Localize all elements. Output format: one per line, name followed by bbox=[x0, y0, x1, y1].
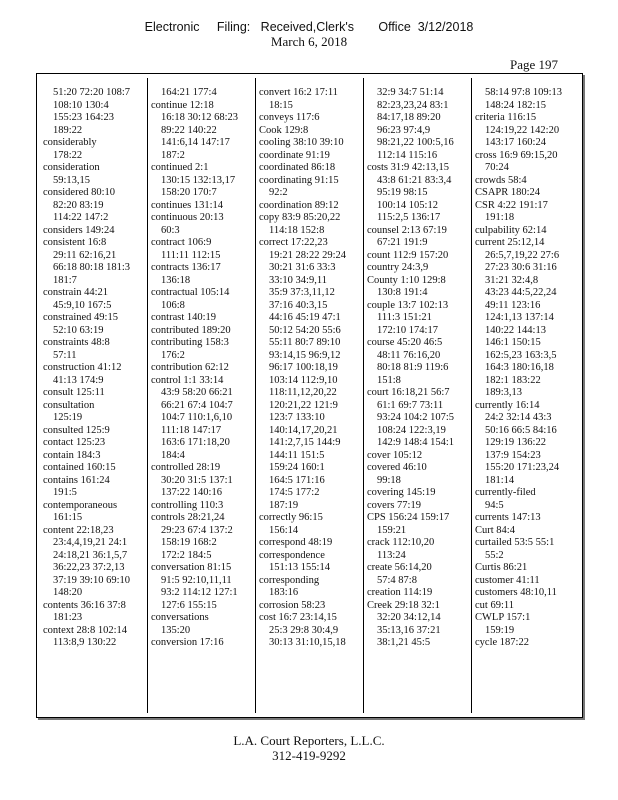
index-entry: constrain 44:21 bbox=[43, 287, 109, 298]
index-entry: controlling 110:3 bbox=[151, 499, 224, 511]
index-entry-continuation: 106:8 bbox=[161, 299, 185, 311]
index-entry-continuation: 31:21 32:4,8 bbox=[485, 274, 539, 286]
index-entry-continuation: 172:10 174:17 bbox=[377, 324, 438, 336]
index-entry-continuation: 18:15 bbox=[269, 99, 293, 111]
index-entry-continuation: 99:18 bbox=[377, 474, 401, 486]
index-entry-continuation: 176:2 bbox=[161, 349, 185, 361]
index-entry-continuation: 50:12 54:20 55:6 bbox=[269, 324, 341, 336]
index-entry-continuation: 151:13 155:14 bbox=[269, 562, 330, 573]
index-entry: correctly 96:15 bbox=[259, 512, 323, 523]
index-entry: considerably bbox=[43, 137, 97, 148]
filing-date: March 6, 2018 bbox=[270, 34, 348, 49]
index-entry: consistent 16:8 bbox=[43, 237, 107, 248]
index-entry: consultation bbox=[43, 399, 95, 411]
index-entry: considers 149:24 bbox=[43, 224, 115, 236]
index-entry: culpability 62:14 bbox=[475, 224, 547, 236]
index-entry-continuation: 191:5 bbox=[53, 487, 77, 498]
index-entry-continuation: 111:18 147:17 bbox=[161, 424, 222, 436]
index-entry-continuation: 140:14,17,20,21 bbox=[269, 424, 338, 436]
index-entry-continuation: 114:22 147:2 bbox=[53, 212, 109, 223]
index-entry-continuation: 136:18 bbox=[161, 274, 191, 286]
index-entry: cycle 187:22 bbox=[475, 637, 529, 648]
index-entry: covering 145:19 bbox=[367, 487, 436, 498]
index-entry: coordinating 91:15 bbox=[259, 174, 339, 186]
index-entry: Creek 29:18 32:1 bbox=[367, 599, 440, 611]
index-entry: continues 131:14 bbox=[151, 199, 224, 211]
index-entry: conversation 81:15 bbox=[151, 562, 232, 573]
index-entry-continuation: 187:19 bbox=[269, 499, 299, 511]
index-entry-continuation: 182:1 183:22 bbox=[485, 374, 541, 386]
index-entry-continuation: 61:1 69:7 73:11 bbox=[377, 399, 444, 411]
index-entry: contain 184:3 bbox=[43, 449, 101, 461]
index-entry: Cook 129:8 bbox=[259, 124, 309, 136]
index-entry-continuation: 32:9 34:7 51:14 bbox=[377, 87, 444, 98]
index-entry-continuation: 36:22,23 37:2,13 bbox=[53, 562, 125, 573]
index-entry: creation 114:19 bbox=[367, 587, 433, 598]
index-column bbox=[40, 78, 148, 713]
page-number: Page 197 bbox=[509, 57, 558, 72]
index-entry-continuation: 130:8 191:4 bbox=[377, 287, 428, 298]
index-entry-continuation: 43:8 61:21 83:3,4 bbox=[377, 174, 452, 186]
index-entry-continuation: 27:23 30:6 31:16 bbox=[485, 262, 557, 273]
index-entry-continuation: 135:20 bbox=[161, 624, 191, 636]
index-entry-continuation: 66:21 67:4 104:7 bbox=[161, 399, 233, 411]
index-entry-continuation: 104:7 110:1,6,10 bbox=[161, 412, 233, 423]
index-entry: coordinated 86:18 bbox=[259, 162, 336, 173]
index-entry: create 56:14,20 bbox=[367, 562, 432, 573]
filing-stamp-line: Electronic Filing: Received,Clerk's Office 3/12/2018 bbox=[144, 20, 474, 34]
index-entry-continuation: 125:19 bbox=[53, 412, 83, 423]
index-entry-continuation: 148:20 bbox=[53, 587, 83, 598]
index-entry: County 1:10 129:8 bbox=[367, 274, 446, 286]
index-entry: controlled 28:19 bbox=[151, 462, 221, 473]
index-entry: current 25:12,14 bbox=[475, 237, 545, 248]
index-entry: convert 16:2 17:11 bbox=[259, 87, 338, 98]
index-entry: coordinate 91:19 bbox=[259, 149, 330, 161]
index-entry-continuation: 55:2 bbox=[485, 549, 504, 561]
index-entry-continuation: 181:7 bbox=[53, 274, 77, 286]
index-entry-continuation: 143:17 160:24 bbox=[485, 137, 546, 148]
index-entry: CWLP 157:1 bbox=[475, 612, 531, 623]
index-entry-continuation: 44:16 45:19 47:1 bbox=[269, 312, 341, 323]
index-entry: Curt 84:4 bbox=[475, 524, 515, 536]
index-entry: country 24:3,9 bbox=[367, 262, 429, 273]
index-entry: contrast 140:19 bbox=[151, 312, 217, 323]
index-entry: CSR 4:22 191:17 bbox=[475, 199, 548, 211]
index-entry: crack 112:10,20 bbox=[367, 537, 435, 548]
index-entry: considered 80:10 bbox=[43, 187, 116, 198]
index-entry-continuation: 159:21 bbox=[377, 524, 407, 536]
index-entry-continuation: 35:13,16 37:21 bbox=[377, 624, 441, 636]
reporter-phone: 312-419-9292 bbox=[272, 748, 346, 763]
index-entry: correct 17:22,23 bbox=[259, 237, 328, 248]
index-entry: contributed 189:20 bbox=[151, 324, 231, 336]
index-entry-continuation: 23:4,4,19,21 24:1 bbox=[53, 537, 128, 548]
index-entry: customers 48:10,11 bbox=[475, 587, 557, 598]
index-entry-continuation: 172:2 184:5 bbox=[161, 549, 212, 561]
index-entry: counsel 2:13 67:19 bbox=[367, 224, 447, 236]
index-entry-continuation: 144:11 151:5 bbox=[269, 449, 325, 461]
index-entry-continuation: 161:15 bbox=[53, 512, 83, 523]
index-entry-continuation: 89:22 140:22 bbox=[161, 124, 217, 136]
index-entry-continuation: 112:14 115:16 bbox=[377, 149, 438, 161]
index-entry: corresponding bbox=[259, 574, 320, 586]
index-entry-continuation: 82:20 83:19 bbox=[53, 199, 104, 211]
index-entry-continuation: 148:24 182:15 bbox=[485, 99, 546, 111]
index-entry: cut 69:11 bbox=[475, 599, 514, 611]
index-entry-continuation: 113:8,9 130:22 bbox=[53, 637, 117, 648]
index-entry-continuation: 164:21 177:4 bbox=[161, 87, 217, 98]
index-entry-continuation: 35:9 37:3,11,12 bbox=[269, 287, 335, 298]
index-entry-continuation: 16:18 30:12 68:23 bbox=[161, 112, 239, 123]
index-entry: contributing 158:3 bbox=[151, 337, 229, 348]
index-entry-continuation: 43:9 58:20 66:21 bbox=[161, 387, 233, 398]
index-entry-continuation: 127:6 155:15 bbox=[161, 599, 217, 611]
index-entry-continuation: 80:18 81:9 119:6 bbox=[377, 362, 449, 373]
reporter-name: L.A. Court Reporters, L.L.C. bbox=[233, 733, 385, 748]
index-entry: contained 160:15 bbox=[43, 462, 116, 473]
filing-stamp bbox=[0, 20, 618, 49]
index-entry: constraints 48:8 bbox=[43, 337, 110, 348]
index-entry: construction 41:12 bbox=[43, 362, 122, 373]
index-entry: couple 13:7 102:13 bbox=[367, 299, 449, 311]
index-entry: covered 46:10 bbox=[367, 462, 427, 473]
index-entry-continuation: 49:11 123:16 bbox=[485, 299, 541, 311]
index-entry-continuation: 41:13 174:9 bbox=[53, 374, 104, 386]
index-entry-continuation: 24:2 32:14 43:3 bbox=[485, 412, 552, 423]
index-entry-continuation: 141:6,14 147:17 bbox=[161, 137, 230, 148]
index-entry: contracts 136:17 bbox=[151, 262, 221, 273]
index-entry: constrained 49:15 bbox=[43, 312, 118, 323]
index-entry-continuation: 146:1 150:15 bbox=[485, 337, 541, 348]
index-entry-continuation: 108:24 122:3,19 bbox=[377, 424, 446, 436]
index-entry: cross 16:9 69:15,20 bbox=[475, 149, 558, 161]
index-entry-continuation: 26:5,7,19,22 27:6 bbox=[485, 249, 560, 261]
index-entry-continuation: 33:10 34:9,11 bbox=[269, 274, 327, 286]
index-entry-continuation: 43:23 44:5,22,24 bbox=[485, 287, 557, 298]
index-entry: contents 36:16 37:8 bbox=[43, 599, 126, 611]
index-entry-continuation: 93:24 104:2 107:5 bbox=[377, 412, 455, 423]
index-entry-continuation: 94:5 bbox=[485, 499, 504, 511]
index-entry: conversations bbox=[151, 612, 209, 623]
index-entry-continuation: 30:21 31:6 33:3 bbox=[269, 262, 336, 273]
index-entry: currently-filed bbox=[475, 487, 536, 498]
index-entry-continuation: 48:11 76:16,20 bbox=[377, 349, 441, 361]
index-entry-continuation: 92:2 bbox=[269, 187, 288, 198]
index-entry-continuation: 140:22 144:13 bbox=[485, 324, 546, 336]
index-entry-continuation: 184:4 bbox=[161, 449, 185, 461]
index-entry: cooling 38:10 39:10 bbox=[259, 137, 344, 148]
index-column bbox=[256, 78, 364, 713]
index-entry-continuation: 164:5 171:16 bbox=[269, 474, 325, 486]
index-entry: crowds 58:4 bbox=[475, 174, 527, 186]
index-entry: context 28:8 102:14 bbox=[43, 624, 127, 636]
index-entry-continuation: 159:24 160:1 bbox=[269, 462, 325, 473]
index-entry-continuation: 137:22 140:16 bbox=[161, 487, 222, 498]
index-entry: correspondence bbox=[259, 549, 325, 561]
index-entry: currently 16:14 bbox=[475, 399, 540, 411]
index-entry-continuation: 57:4 87:8 bbox=[377, 574, 417, 586]
index-entry-continuation: 124:1,13 137:14 bbox=[485, 312, 554, 323]
index-entry-continuation: 103:14 112:9,10 bbox=[269, 374, 338, 386]
index-entry: contract 106:9 bbox=[151, 237, 212, 248]
index-entry: consult 125:11 bbox=[43, 387, 105, 398]
index-entry: CSAPR 180:24 bbox=[475, 187, 541, 198]
index-entry: correspond 48:19 bbox=[259, 537, 333, 548]
index-entry-continuation: 174:5 177:2 bbox=[269, 487, 320, 498]
index-entry-continuation: 156:14 bbox=[269, 524, 299, 536]
index-entry-continuation: 115:2,5 136:17 bbox=[377, 212, 441, 223]
index-page bbox=[36, 73, 583, 718]
index-entry: corrosion 58:23 bbox=[259, 599, 326, 611]
index-entry: continuous 20:13 bbox=[151, 212, 224, 223]
index-entry-continuation: 189:3,13 bbox=[485, 387, 523, 398]
index-entry-continuation: 51:20 72:20 108:7 bbox=[53, 87, 131, 98]
index-entry-continuation: 60:3 bbox=[161, 224, 180, 236]
index-entry-continuation: 129:19 136:22 bbox=[485, 437, 546, 448]
index-entry-continuation: 38:1,21 45:5 bbox=[377, 637, 431, 648]
index-entry-continuation: 191:18 bbox=[485, 212, 515, 223]
index-entry-continuation: 24:18,21 36:1,5,7 bbox=[53, 549, 128, 561]
index-entry: continue 12:18 bbox=[151, 99, 214, 111]
index-entry-continuation: 96:17 100:18,19 bbox=[269, 362, 338, 373]
index-columns bbox=[40, 78, 579, 713]
index-entry-continuation: 100:14 105:12 bbox=[377, 199, 438, 211]
index-entry: control 1:1 33:14 bbox=[151, 374, 224, 386]
index-entry-continuation: 50:16 66:5 84:16 bbox=[485, 424, 557, 436]
index-entry-continuation: 162:5,23 163:3,5 bbox=[485, 349, 557, 361]
index-entry: currents 147:13 bbox=[475, 512, 541, 523]
index-entry-continuation: 30:13 31:10,15,18 bbox=[269, 637, 346, 648]
index-entry: CPS 156:24 159:17 bbox=[367, 512, 450, 523]
index-entry-continuation: 181:23 bbox=[53, 612, 83, 623]
index-entry: content 22:18,23 bbox=[43, 524, 114, 536]
index-entry-continuation: 123:7 133:10 bbox=[269, 412, 325, 423]
index-entry: consulted 125:9 bbox=[43, 424, 110, 436]
index-entry-continuation: 187:2 bbox=[161, 149, 185, 161]
index-entry-continuation: 155:20 171:23,24 bbox=[485, 462, 560, 473]
index-entry: contribution 62:12 bbox=[151, 362, 229, 373]
index-entry-continuation: 98:21,22 100:5,16 bbox=[377, 137, 454, 148]
index-entry-continuation: 155:23 164:23 bbox=[53, 112, 114, 123]
index-entry-continuation: 113:24 bbox=[377, 549, 406, 561]
index-entry-continuation: 108:10 130:4 bbox=[53, 99, 109, 111]
index-column bbox=[148, 78, 256, 713]
index-entry-continuation: 118:11,12,20,22 bbox=[269, 387, 337, 398]
index-entry-continuation: 57:11 bbox=[53, 349, 77, 361]
index-entry-continuation: 93:14,15 96:9,12 bbox=[269, 349, 341, 361]
index-entry-continuation: 52:10 63:19 bbox=[53, 324, 104, 336]
index-entry: contemporaneous bbox=[43, 499, 118, 511]
index-entry-continuation: 19:21 28:22 29:24 bbox=[269, 249, 347, 261]
index-entry-continuation: 84:17,18 89:20 bbox=[377, 112, 441, 123]
index-entry-continuation: 29:23 67:4 137:2 bbox=[161, 524, 233, 536]
index-entry-continuation: 158:19 168:2 bbox=[161, 537, 217, 548]
index-entry-continuation: 181:14 bbox=[485, 474, 515, 486]
index-entry-continuation: 95:19 98:15 bbox=[377, 187, 428, 198]
index-entry-continuation: 37:16 40:3,15 bbox=[269, 299, 328, 311]
index-entry: court 16:18,21 56:7 bbox=[367, 387, 450, 398]
index-entry-continuation: 164:3 180:16,18 bbox=[485, 362, 554, 373]
index-column bbox=[472, 78, 579, 713]
index-entry: curtailed 53:5 55:1 bbox=[475, 537, 555, 548]
index-entry: copy 83:9 85:20,22 bbox=[259, 212, 341, 223]
index-entry-continuation: 189:22 bbox=[53, 124, 83, 136]
index-entry: controls 28:21,24 bbox=[151, 512, 225, 523]
index-column bbox=[364, 78, 472, 713]
index-entry: covers 77:19 bbox=[367, 499, 421, 511]
index-entry: contractual 105:14 bbox=[151, 287, 230, 298]
index-entry-continuation: 159:19 bbox=[485, 624, 515, 636]
index-entry-continuation: 66:18 80:18 181:3 bbox=[53, 262, 131, 273]
index-entry-continuation: 91:5 92:10,11,11 bbox=[161, 574, 232, 586]
index-entry-continuation: 120:21,22 121:9 bbox=[269, 399, 338, 411]
index-entry-continuation: 29:11 62:16,21 bbox=[53, 249, 117, 261]
index-entry-continuation: 183:16 bbox=[269, 587, 299, 598]
index-entry-continuation: 25:3 29:8 30:4,9 bbox=[269, 624, 339, 636]
index-entry: customer 41:11 bbox=[475, 574, 540, 586]
index-entry-continuation: 30:20 31:5 137:1 bbox=[161, 474, 233, 486]
index-entry-continuation: 111:3 151:21 bbox=[377, 312, 432, 323]
index-entry-continuation: 111:11 112:15 bbox=[161, 249, 221, 261]
index-entry-continuation: 163:6 171:18,20 bbox=[161, 437, 230, 448]
index-entry: continued 2:1 bbox=[151, 162, 209, 173]
index-entry-continuation: 58:14 97:8 109:13 bbox=[485, 87, 563, 98]
index-entry: costs 31:9 42:13,15 bbox=[367, 162, 449, 173]
index-entry-continuation: 114:18 152:8 bbox=[269, 224, 325, 236]
index-entry-continuation: 137:9 154:23 bbox=[485, 449, 541, 461]
index-entry-continuation: 124:19,22 142:20 bbox=[485, 124, 560, 136]
index-entry: contains 161:24 bbox=[43, 474, 110, 486]
index-entry: conveys 117:6 bbox=[259, 112, 320, 123]
index-entry-continuation: 151:8 bbox=[377, 374, 401, 386]
index-entry: conversion 17:16 bbox=[151, 637, 224, 648]
index-entry: cost 16:7 23:14,15 bbox=[259, 612, 337, 623]
index-entry-continuation: 70:24 bbox=[485, 162, 509, 173]
index-entry: contact 125:23 bbox=[43, 437, 106, 448]
index-entry-continuation: 32:20 34:12,14 bbox=[377, 612, 441, 623]
index-entry: coordination 89:12 bbox=[259, 199, 339, 211]
index-entry-continuation: 93:2 114:12 127:1 bbox=[161, 587, 238, 598]
index-entry: count 112:9 157:20 bbox=[367, 249, 449, 261]
index-entry-continuation: 67:21 191:9 bbox=[377, 237, 428, 248]
index-entry-continuation: 178:22 bbox=[53, 149, 83, 161]
index-entry-continuation: 37:19 39:10 69:10 bbox=[53, 574, 131, 586]
index-entry: course 45:20 46:5 bbox=[367, 337, 443, 348]
index-entry: criteria 116:15 bbox=[475, 112, 537, 123]
index-entry-continuation: 96:23 97:4,9 bbox=[377, 124, 431, 136]
index-entry: Curtis 86:21 bbox=[475, 562, 528, 573]
index-entry-continuation: 141:2,7,15 144:9 bbox=[269, 437, 341, 448]
index-entry: cover 105:12 bbox=[367, 449, 423, 461]
index-entry-continuation: 142:9 148:4 154:1 bbox=[377, 437, 455, 448]
index-entry-continuation: 55:11 80:7 89:10 bbox=[269, 337, 341, 348]
index-entry-continuation: 45:9,10 167:5 bbox=[53, 299, 112, 311]
index-entry-continuation: 158:20 170:7 bbox=[161, 187, 217, 198]
index-entry-continuation: 130:15 132:13,17 bbox=[161, 174, 236, 186]
index-entry-continuation: 59:13,15 bbox=[53, 174, 91, 186]
footer bbox=[0, 733, 618, 763]
index-entry: consideration bbox=[43, 162, 100, 173]
index-entry-continuation: 82:23,23,24 83:1 bbox=[377, 99, 449, 111]
